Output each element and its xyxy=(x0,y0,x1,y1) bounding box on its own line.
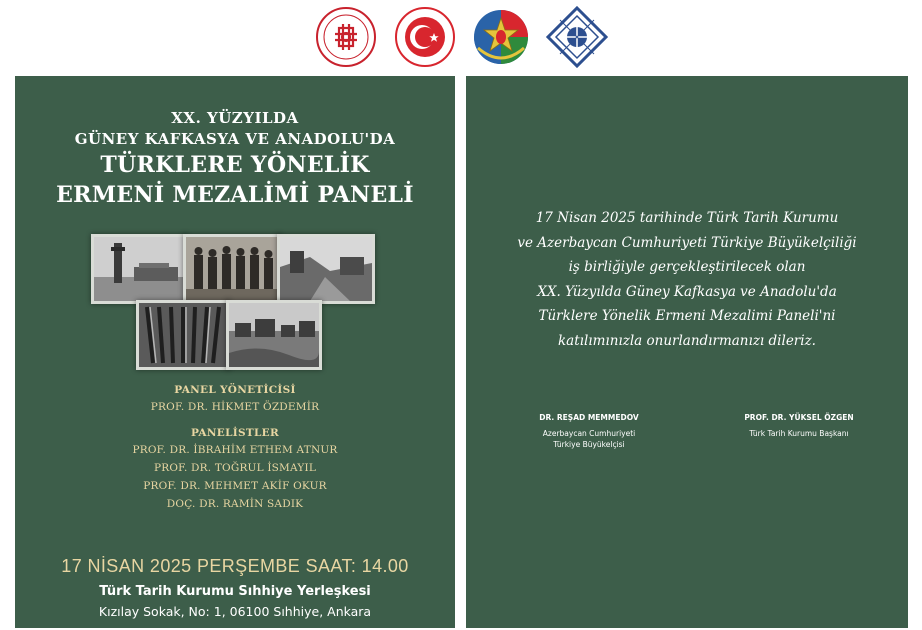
moderator-name: PROF. DR. HİKMET ÖZDEMİR xyxy=(150,401,320,413)
historic-photo-victims xyxy=(136,300,230,370)
title-line-1: XX. YÜZYILDA xyxy=(171,109,299,127)
historic-photo-town xyxy=(226,300,322,370)
signatory-president xyxy=(734,412,864,439)
azerbaijan-emblem-logo xyxy=(470,6,532,68)
panel-credits xyxy=(15,383,455,513)
historic-photo-group xyxy=(183,234,281,304)
signatory-name: DR. REŞAD MEMMEDOV xyxy=(539,413,639,422)
signatory-title xyxy=(734,428,864,439)
partner-institution-logo xyxy=(546,6,608,68)
invitation-line: katılımınızla onurlandırmanızı dileriz. xyxy=(558,332,816,349)
invitation-line: iş birliğiyle gerçekleştirilecek olan xyxy=(568,259,806,275)
event-venue: Türk Tarih Kurumu Sıhhiye Yerleşkesi xyxy=(99,584,371,599)
title-line-4: ERMENİ MEZALİMİ PANELİ xyxy=(56,182,414,208)
panelist-name: PROF. DR. MEHMET AKİF OKUR xyxy=(143,480,327,492)
historic-photo-minaret xyxy=(91,234,187,304)
signatory-name: PROF. DR. YÜKSEL ÖZGEN xyxy=(744,413,854,422)
event-date: 17 NİSAN 2025 PERŞEMBE SAAT: 14.00 xyxy=(61,556,409,576)
historic-photo-ruins xyxy=(277,234,375,304)
signatory-title-line: Azerbaycan Cumhuriyeti xyxy=(542,429,636,438)
poster-panel xyxy=(15,76,455,628)
signatory-title-line: Türk Tarih Kurumu Başkanı xyxy=(749,429,849,438)
invitation-line: 17 Nisan 2025 tarihinde Türk Tarih Kurumu xyxy=(535,210,839,226)
signatory-ambassador xyxy=(524,412,654,450)
event-address: Kızılay Sokak, No: 1, 06100 Sıhhiye, Ankara xyxy=(98,604,372,619)
invitation-panel xyxy=(466,76,908,628)
panelist-name: PROF. DR. İBRAHİM ETHEM ATNUR xyxy=(132,444,338,456)
ministry-culture-tourism-logo xyxy=(315,6,377,68)
moderator-heading: PANEL YÖNETİCİSİ xyxy=(174,384,296,396)
invitation-text xyxy=(466,206,908,353)
signatory-title xyxy=(524,428,654,450)
title-line-2: GÜNEY KAFKASYA VE ANADOLU'DA xyxy=(74,130,396,148)
invitation-line: ve Azerbaycan Cumhuriyeti Türkiye Büyükelçiliği xyxy=(517,234,857,251)
signatory-title-line: Türkiye Büyükelçisi xyxy=(553,440,625,449)
panelists-heading: PANELİSTLER xyxy=(191,427,279,439)
panelist-name: DOÇ. DR. RAMİN SADIK xyxy=(166,498,304,510)
turkish-history-institution-logo xyxy=(394,6,456,68)
panelist-name: PROF. DR. TOĞRUL İSMAYIL xyxy=(153,462,317,474)
title-line-3: TÜRKLERE YÖNELİK xyxy=(100,152,370,178)
panel-title xyxy=(15,108,455,210)
invitation-line: XX. Yüzyılda Güney Kafkasya ve Anadolu'da xyxy=(537,283,837,300)
logo-row xyxy=(0,2,922,72)
invitation-line: Türklere Yönelik Ermeni Mezalimi Paneli'ni xyxy=(538,308,836,324)
